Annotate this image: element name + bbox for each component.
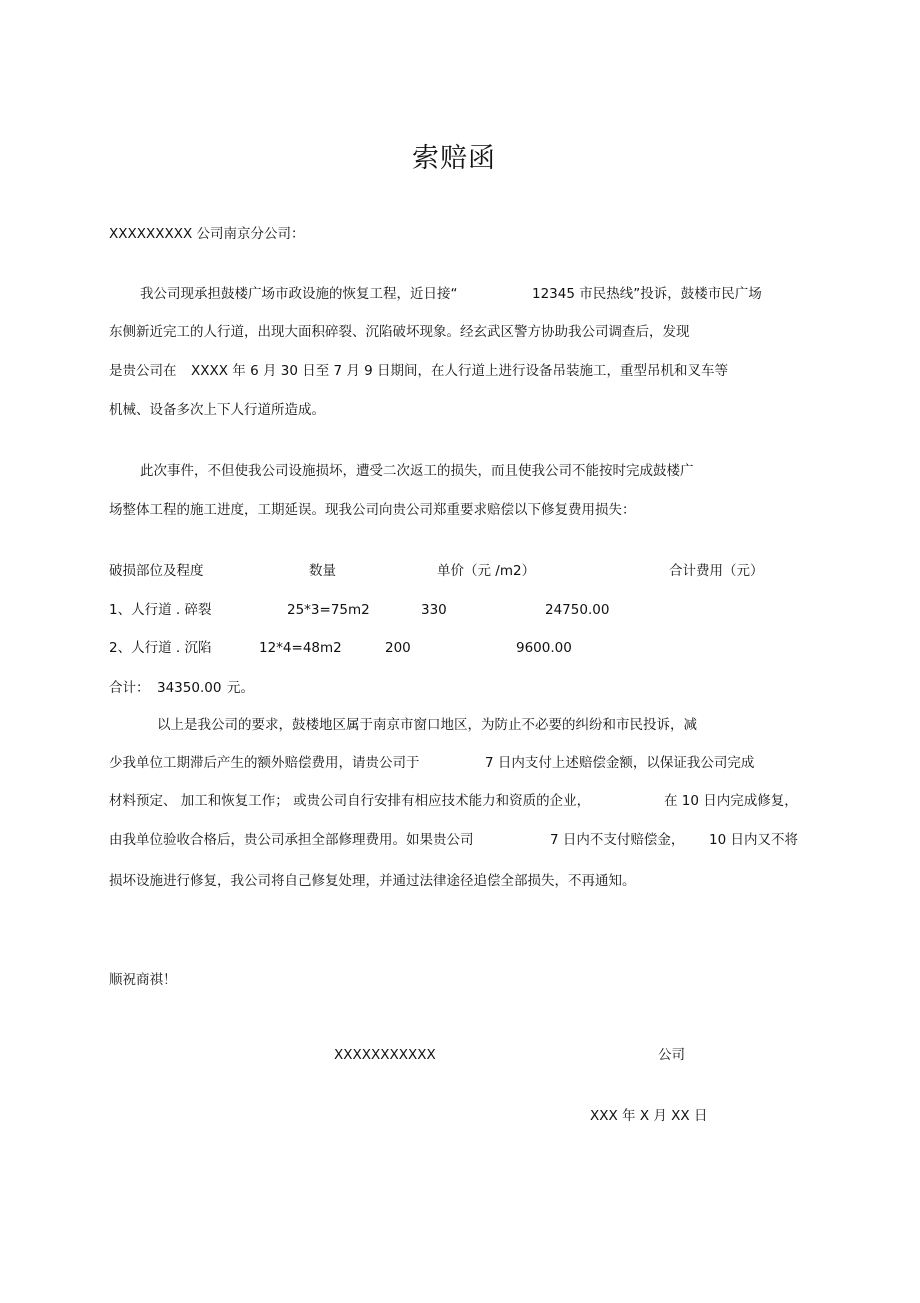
para2-line1: 此次事件，不但使我公司设施损坏，遭受二次返工的损失，而且使我公司不能按时完成鼓楼广: [140, 463, 694, 479]
total-value: 34350.00: [157, 680, 222, 696]
table-row2-unit-price: 200: [385, 640, 411, 656]
para3-line2-a: 少我单位工期滞后产生的额外赔偿费用，请贵公司于: [109, 755, 420, 771]
para2-line2: 场整体工程的施工进度，工期延误。现我公司向贵公司郑重要求赔偿以下修复费用损失：: [109, 502, 636, 518]
table-row1-unit-price: 330: [421, 602, 447, 618]
para1-line4: 机械、设备多次上下人行道所造成。: [109, 402, 325, 418]
closing: 顺祝商祺！: [109, 972, 177, 988]
table-header-part: 破损部位及程度: [109, 563, 204, 579]
table-header-quantity: 数量: [309, 563, 336, 579]
signature-company-name: XXXXXXXXXXX: [334, 1047, 436, 1063]
table-header-total: 合计费用（元）: [669, 563, 764, 579]
para1-line3-a: 是贵公司在: [109, 363, 177, 379]
recipient: XXXXXXXXX 公司南京分公司：: [109, 226, 305, 242]
para3-line3-a: 材料预定、 加工和恢复工作； 或贵公司自行安排有相应技术能力和资质的企业，: [109, 793, 591, 809]
signature-company-suffix: 公司: [658, 1047, 685, 1063]
para1-line1-b: 12345 市民热线”投诉，鼓楼市民广场: [532, 286, 762, 302]
total-label: 合计：: [109, 680, 150, 696]
para3-line3-b: 在 10 日内完成修复，: [664, 793, 798, 809]
para3-line4-b: 7 日内不支付赔偿金，: [550, 832, 685, 848]
para3-line2-b: 7 日内支付上述赔偿金额，以保证我公司完成: [485, 755, 755, 771]
letter-title: 索赔函: [412, 143, 496, 174]
table-row2-total: 9600.00: [516, 640, 572, 656]
table-row2-quantity: 12*4=48m2: [259, 640, 342, 656]
para3-line4-a: 由我单位验收合格后，贵公司承担全部修理费用。如果贵公司: [109, 832, 474, 848]
para3-line5: 损坏设施进行修复，我公司将自己修复处理，并通过法律途径追偿全部损失，不再通知。: [109, 873, 636, 889]
para1-line1-a: 我公司现承担鼓楼广场市政设施的恢复工程，近日接“: [140, 286, 458, 302]
para3-line1: 以上是我公司的要求，鼓楼地区属于南京市窗口地区，为防止不必要的纠纷和市民投诉，减: [157, 717, 697, 733]
signature-date: XXX 年 X 月 XX 日: [590, 1108, 708, 1124]
table-row1-quantity: 25*3=75m2: [287, 602, 370, 618]
para1-line2: 东侧新近完工的人行道，出现大面积碎裂、沉陷破坏现象。经玄武区警方协助我公司调查后，发现: [109, 324, 690, 340]
table-row2-part: 2、人行道 . 沉陷: [109, 640, 212, 656]
total-unit: 元。: [227, 680, 254, 696]
table-row1-part: 1、人行道 . 碎裂: [109, 602, 212, 618]
para3-line4-c: 10 日内又不将: [709, 832, 798, 848]
para1-line3-b: XXXX 年 6 月 30 日至 7 月 9 日期间，在人行道上进行设备吊装施工，重型吊机和叉车等: [191, 363, 729, 379]
table-header-unit-price: 单价（元 /m2）: [437, 563, 536, 579]
table-row1-total: 24750.00: [545, 602, 610, 618]
